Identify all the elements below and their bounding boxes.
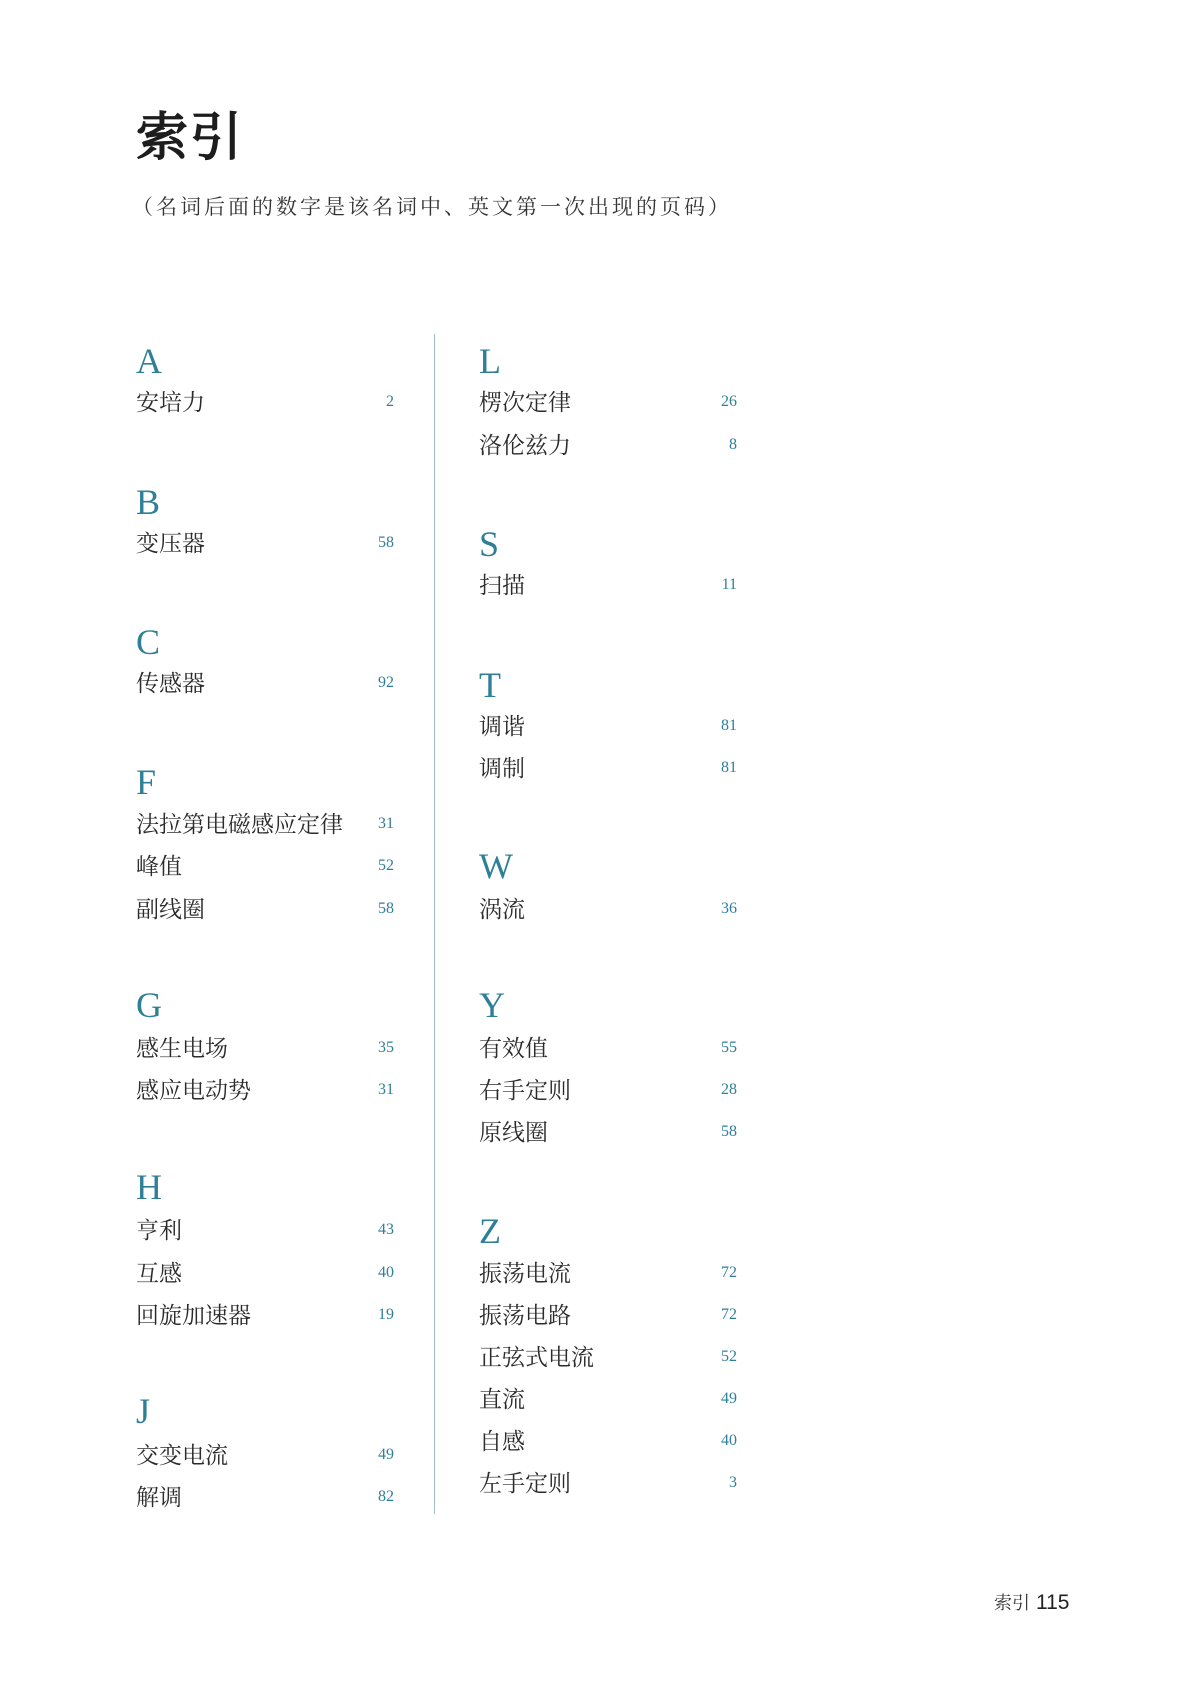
index-page-number: 28 — [721, 1081, 737, 1098]
index-entry — [136, 1034, 394, 1064]
index-term: 峰值 — [136, 854, 182, 880]
page-title: 索引 — [136, 107, 245, 168]
section-letter-y: Y — [479, 985, 505, 1025]
footer-section-label: 索引 — [994, 1593, 1030, 1614]
section-letter-g: G — [136, 985, 162, 1025]
index-term: 振荡电流 — [479, 1261, 571, 1287]
section-letter-a: A — [136, 341, 162, 381]
index-entry — [136, 388, 394, 418]
index-page-number: 58 — [378, 900, 394, 917]
index-page-number: 8 — [729, 436, 737, 453]
index-term: 变压器 — [136, 531, 205, 557]
index-entry — [479, 1469, 737, 1499]
index-entry — [136, 529, 394, 559]
index-page-number: 35 — [378, 1039, 394, 1056]
index-term: 正弦式电流 — [479, 1345, 594, 1371]
index-entry — [479, 1343, 737, 1373]
index-page-number: 82 — [378, 1488, 394, 1505]
index-term: 直流 — [479, 1387, 525, 1413]
section-letter-b: B — [136, 482, 161, 522]
index-entry — [136, 669, 394, 699]
section-letter-z: Z — [479, 1211, 501, 1251]
index-term: 左手定则 — [479, 1471, 571, 1497]
index-entry — [479, 1118, 737, 1148]
index-entry — [479, 754, 737, 784]
index-term: 涡流 — [479, 897, 525, 923]
section-letter-t: T — [479, 665, 501, 705]
index-term: 传感器 — [136, 671, 205, 697]
index-page-number: 81 — [721, 717, 737, 734]
index-term: 亨利 — [136, 1218, 182, 1244]
index-term: 调制 — [479, 756, 525, 782]
page-subtitle: （名词后面的数字是该名词中、英文第一次出现的页码） — [132, 195, 732, 219]
index-page-number: 72 — [721, 1306, 737, 1323]
section-letter-h: H — [136, 1167, 162, 1207]
index-page-number: 31 — [378, 815, 394, 832]
index-page-number: 19 — [378, 1306, 394, 1323]
section-letter-w: W — [479, 846, 513, 886]
index-page-number: 58 — [721, 1123, 737, 1140]
index-term: 右手定则 — [479, 1078, 571, 1104]
index-page-number: 31 — [378, 1081, 394, 1098]
index-term: 交变电流 — [136, 1443, 228, 1469]
index-page-number: 26 — [721, 393, 737, 410]
index-term: 楞次定律 — [479, 390, 571, 416]
index-page-number: 11 — [721, 576, 737, 593]
index-page-number: 43 — [378, 1221, 394, 1238]
index-entry — [479, 1259, 737, 1289]
index-entry — [479, 1385, 737, 1415]
index-entry — [479, 571, 737, 601]
index-page-number: 58 — [378, 534, 394, 551]
index-entry — [479, 431, 737, 461]
index-entry — [136, 1441, 394, 1471]
index-page-number: 92 — [378, 674, 394, 691]
index-entry — [136, 1301, 394, 1331]
index-page-number: 72 — [721, 1264, 737, 1281]
index-term: 调谐 — [479, 714, 525, 740]
index-entry — [479, 1427, 737, 1457]
index-term: 回旋加速器 — [136, 1303, 251, 1329]
footer-page-number: 115 — [1036, 1591, 1070, 1614]
column-divider — [434, 334, 435, 1514]
index-entry — [136, 1259, 394, 1289]
index-entry — [479, 712, 737, 742]
index-page-number: 52 — [721, 1348, 737, 1365]
index-term: 解调 — [136, 1485, 182, 1511]
index-page-number: 55 — [721, 1039, 737, 1056]
index-term: 扫描 — [479, 573, 525, 599]
page-footer — [994, 1589, 1069, 1618]
index-entry — [136, 1076, 394, 1106]
index-term: 自感 — [479, 1429, 525, 1455]
index-term: 有效值 — [479, 1036, 548, 1062]
index-term: 感应电动势 — [136, 1078, 251, 1104]
index-entry — [136, 852, 394, 882]
index-entry — [479, 1301, 737, 1331]
index-entry — [136, 895, 394, 925]
index-page-number: 81 — [721, 759, 737, 776]
index-term: 安培力 — [136, 390, 205, 416]
index-entry — [136, 1483, 394, 1513]
index-term: 原线圈 — [479, 1120, 548, 1146]
index-page-number: 2 — [386, 393, 394, 410]
index-page-number: 36 — [721, 900, 737, 917]
index-page-number: 49 — [721, 1390, 737, 1407]
index-term: 振荡电路 — [479, 1303, 571, 1329]
index-entry — [479, 895, 737, 925]
index-entry — [479, 1076, 737, 1106]
index-page-number: 40 — [378, 1264, 394, 1281]
section-letter-f: F — [136, 762, 157, 802]
index-entry — [479, 1034, 737, 1064]
index-term: 法拉第电磁感应定律 — [136, 812, 343, 838]
section-letter-l: L — [479, 341, 501, 381]
index-page-number: 52 — [378, 857, 394, 874]
index-page-number: 49 — [378, 1446, 394, 1463]
index-entry — [136, 1216, 394, 1246]
section-letter-j: J — [136, 1391, 151, 1431]
index-term: 洛伦兹力 — [479, 433, 571, 459]
index-term: 互感 — [136, 1261, 182, 1287]
index-term: 副线圈 — [136, 897, 205, 923]
section-letter-s: S — [479, 524, 500, 564]
index-term: 感生电场 — [136, 1036, 228, 1062]
index-entry — [136, 810, 394, 840]
index-page-number: 3 — [729, 1474, 737, 1491]
index-entry — [479, 388, 737, 418]
section-letter-c: C — [136, 622, 161, 662]
index-page-number: 40 — [721, 1432, 737, 1449]
